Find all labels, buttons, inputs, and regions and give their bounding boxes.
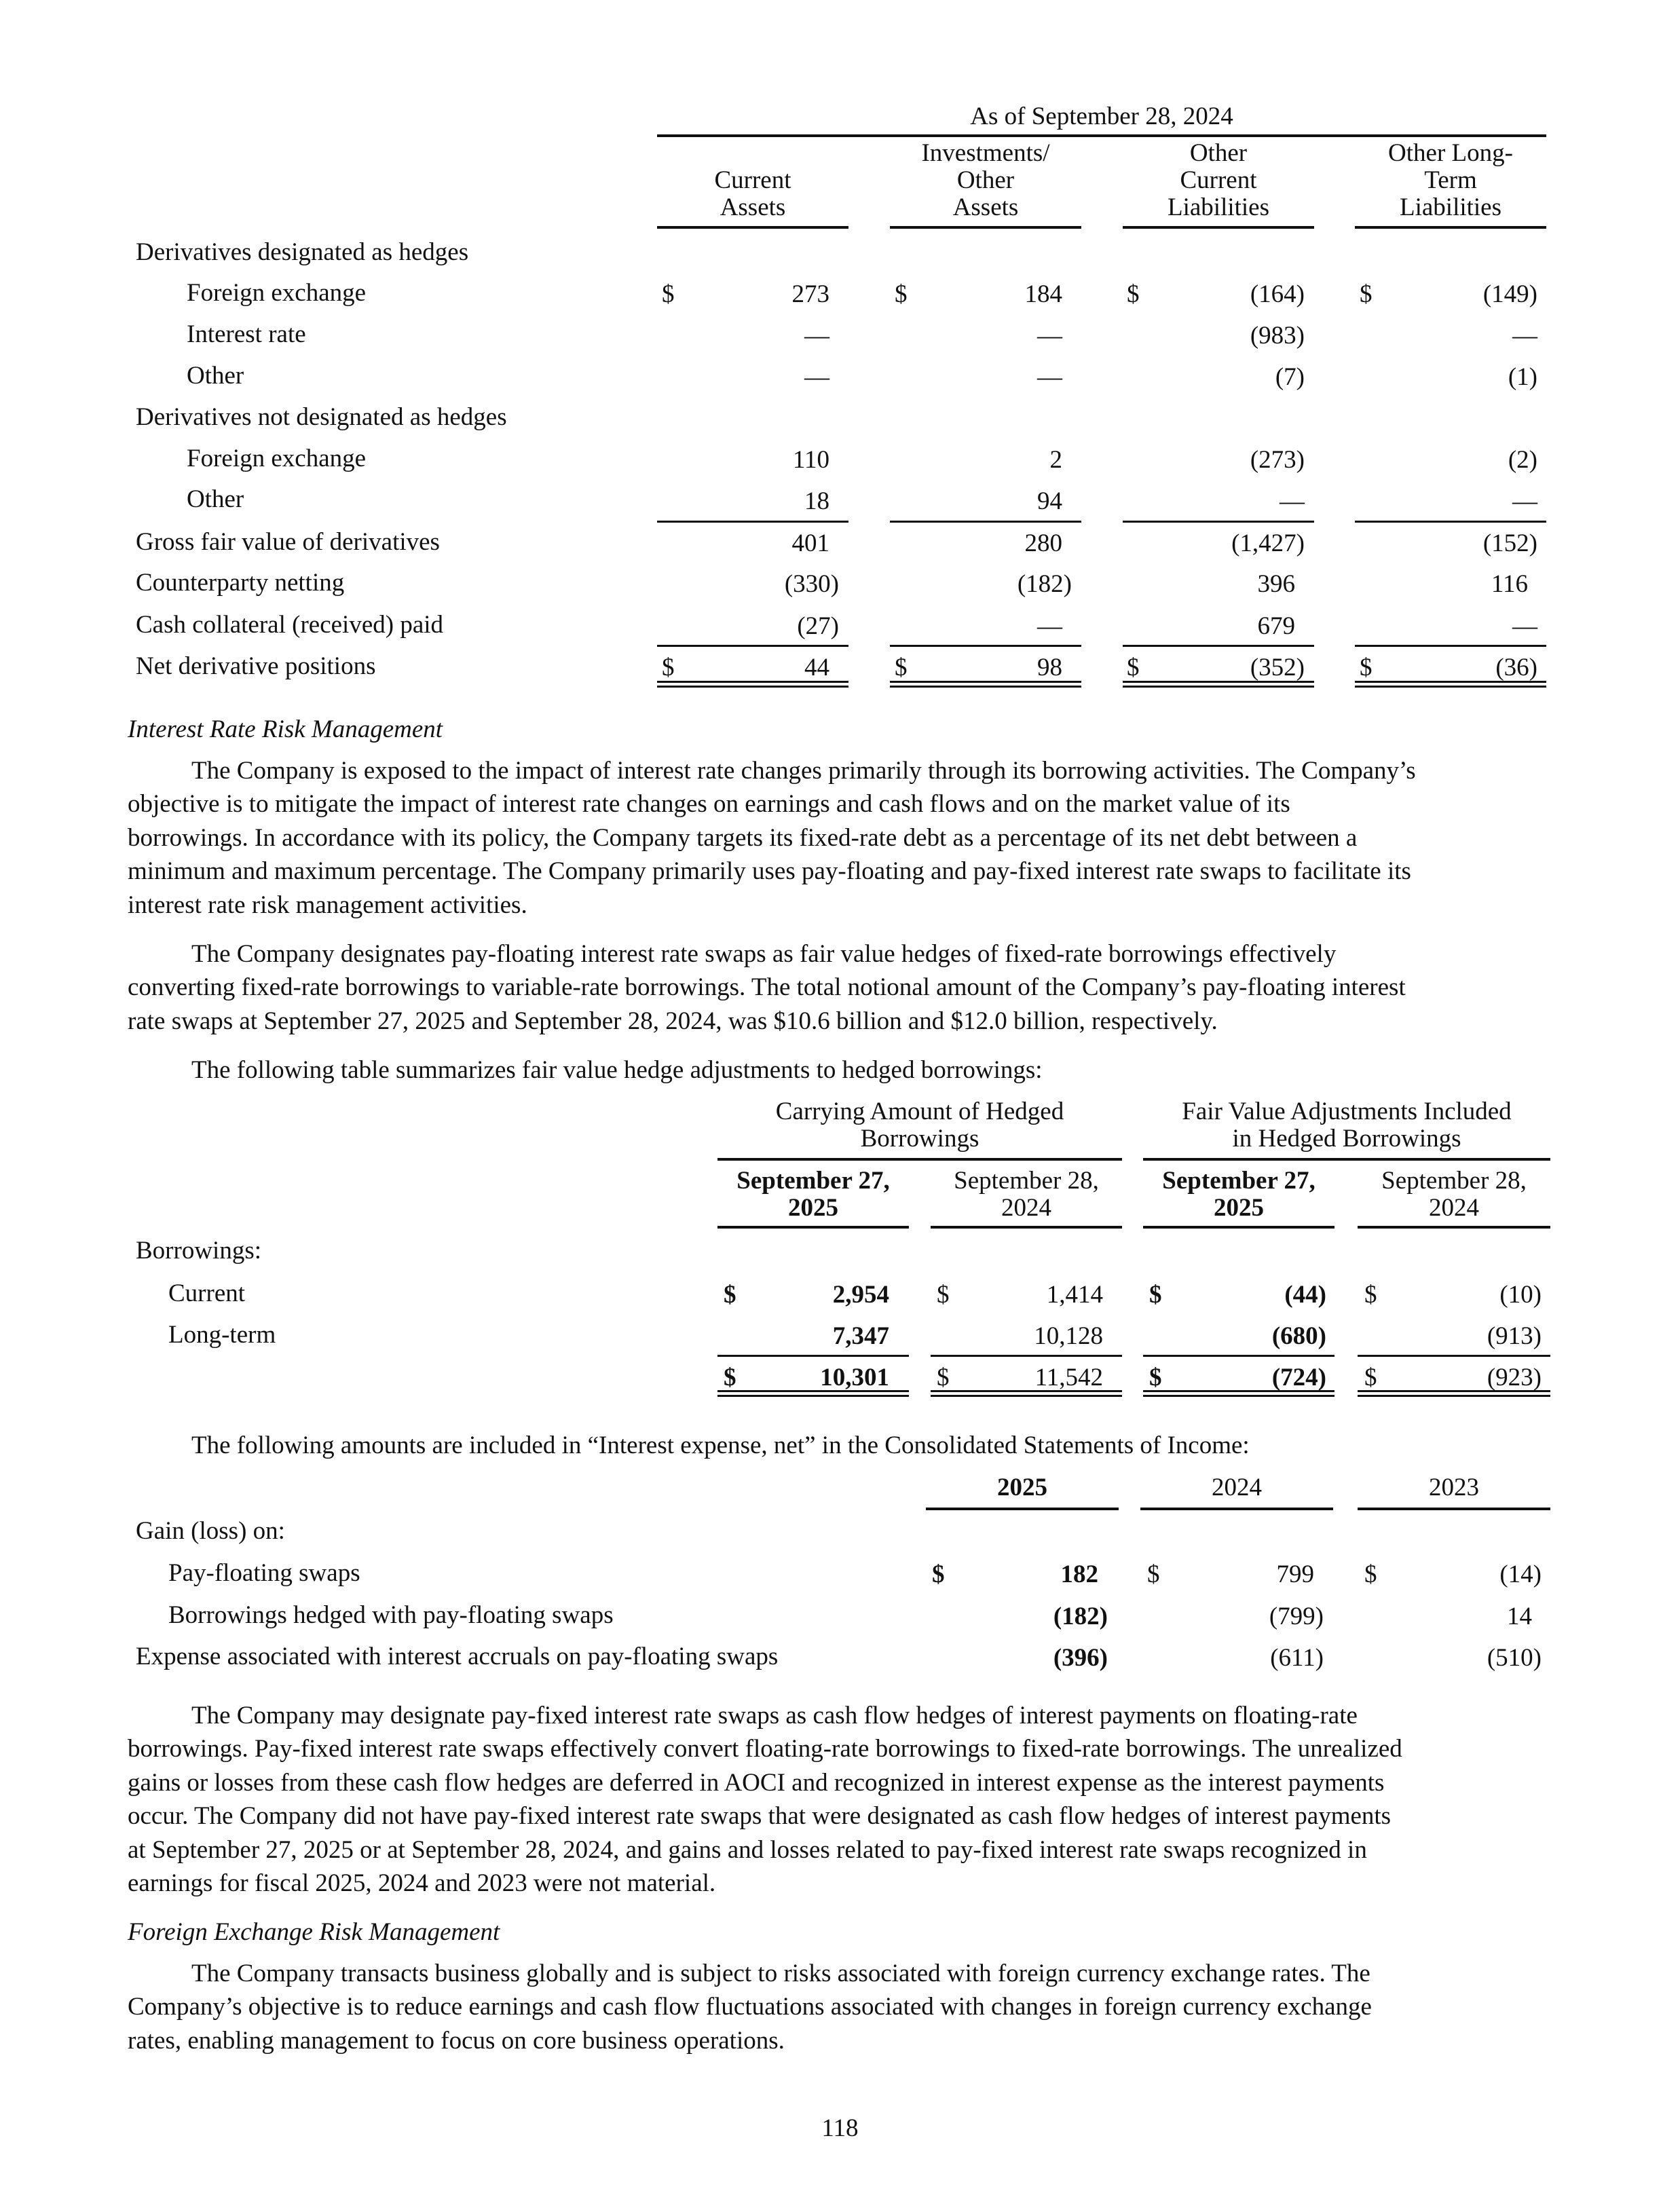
table-cell: (1,427) [1231, 529, 1305, 557]
table-row-label: Expense associated with interest accruals on pay-floating swaps [136, 1643, 779, 1670]
table-cell: (182) [1053, 1603, 1108, 1630]
table2-section-label: Borrowings: [136, 1237, 261, 1265]
dollar-sign: $ [724, 1281, 736, 1309]
table-cell: — [804, 363, 829, 391]
dollar-sign: $ [895, 654, 908, 681]
table1-period-title: As of September 28, 2024 [970, 102, 1233, 130]
table-cell: — [1280, 487, 1305, 515]
table-cell: 10,301 [820, 1364, 889, 1391]
table-cell: (10) [1499, 1281, 1542, 1309]
table1-period-rule [657, 134, 1546, 137]
table-cell: 2 [1049, 446, 1062, 474]
table1-col-other-current-liabilities: Other Current Liabilities [1167, 139, 1270, 221]
table1-col-current-assets: Current Assets [714, 166, 791, 221]
table-row-label: Borrowings hedged with pay-floating swaps [168, 1601, 614, 1629]
table2-col-sep28-2024-fv: September 28, 2024 [1381, 1167, 1527, 1222]
table-row-label: Gross fair value of derivatives [136, 528, 440, 556]
table-cell: (44) [1284, 1281, 1326, 1309]
table-cell: 182 [1060, 1560, 1098, 1588]
table-row-label: Pay-floating swaps [168, 1559, 360, 1587]
table-cell: — [804, 322, 829, 350]
table-cell: (799) [1269, 1603, 1324, 1630]
table-cell: (36) [1495, 654, 1537, 681]
table1-col-investments: Investments/ Other Assets [921, 139, 1050, 221]
table-cell: 280 [1024, 529, 1062, 557]
table3-intro: The following amounts are included in “Interest expense, net” in the Consolidated Statements of Income: [191, 1432, 1250, 1459]
section-title-foreign-exchange: Foreign Exchange Risk Management [128, 1918, 500, 1946]
table-cell: 1,414 [1046, 1281, 1103, 1309]
table-cell: (923) [1487, 1364, 1542, 1391]
table-cell: (1) [1508, 363, 1537, 391]
dollar-sign: $ [1127, 280, 1140, 308]
table-cell: 18 [804, 487, 829, 515]
table-cell: (149) [1482, 280, 1537, 308]
table-row-label: Derivatives not designated as hedges [136, 403, 507, 431]
table-row-label: Current [168, 1279, 246, 1307]
table-cell: (182) [1017, 570, 1072, 598]
dollar-sign: $ [895, 280, 908, 308]
table-cell: (7) [1275, 363, 1305, 391]
table-cell: — [1037, 612, 1062, 640]
table-cell: 2,954 [832, 1281, 889, 1309]
dollar-sign: $ [937, 1281, 950, 1309]
table-cell: (273) [1250, 446, 1305, 474]
table2-col-sep28-2024: September 28, 2024 [954, 1167, 1099, 1222]
dollar-sign: $ [932, 1560, 945, 1588]
table-cell: — [1037, 363, 1062, 391]
dollar-sign: $ [1360, 280, 1373, 308]
page-number: 118 [821, 2114, 859, 2142]
table-cell: (724) [1271, 1364, 1326, 1391]
paragraph-interest-3: The following table summarizes fair value hedge adjustments to hedged borrowings: [191, 1056, 1043, 1084]
table-row-label: Cash collateral (received) paid [136, 611, 444, 639]
table-row-label: Derivatives designated as hedges [136, 238, 469, 266]
table-cell: (330) [784, 570, 839, 598]
table-cell: 401 [791, 529, 829, 557]
table-cell: — [1512, 487, 1537, 515]
table-cell: (152) [1482, 529, 1537, 557]
table-cell: 7,347 [832, 1322, 889, 1350]
table3-col-2024: 2024 [1212, 1474, 1262, 1501]
table-row-label: Foreign exchange [187, 445, 367, 472]
table-cell: (510) [1487, 1644, 1542, 1672]
table-cell: 396 [1257, 570, 1295, 598]
table3-col-2025: 2025 [997, 1474, 1047, 1501]
dollar-sign: $ [1147, 1560, 1160, 1588]
table-row-label: Other [187, 485, 244, 513]
table-cell: 11,542 [1034, 1364, 1103, 1391]
table-cell: (27) [797, 612, 839, 640]
dollar-sign: $ [662, 654, 675, 681]
dollar-sign: $ [662, 280, 675, 308]
dollar-sign: $ [1364, 1364, 1377, 1391]
table-cell: — [1512, 322, 1537, 350]
table1-col-other-long-term-liabilities: Other Long- Term Liabilities [1388, 139, 1513, 221]
dollar-sign: $ [1149, 1281, 1162, 1309]
table-cell: 799 [1276, 1560, 1314, 1588]
table-cell: 98 [1037, 654, 1062, 681]
table3-section-label: Gain (loss) on: [136, 1517, 285, 1545]
table-row-label: Foreign exchange [187, 279, 367, 307]
table3-col-2023: 2023 [1429, 1474, 1479, 1501]
table-cell: 110 [792, 446, 829, 474]
table-row-label: Counterparty netting [136, 569, 345, 597]
table-cell: (611) [1270, 1644, 1324, 1672]
table-cell: 14 [1507, 1603, 1532, 1630]
table-cell: 184 [1024, 280, 1062, 308]
table2-col-sep27-2025: September 27, 2025 [736, 1167, 890, 1222]
table-cell: 10,128 [1034, 1322, 1103, 1350]
table-cell: — [1512, 612, 1537, 640]
table-cell: 44 [804, 654, 829, 681]
dollar-sign: $ [1149, 1364, 1162, 1391]
table-cell: — [1037, 322, 1062, 350]
table-cell: (983) [1250, 322, 1305, 350]
table-cell: 679 [1257, 612, 1295, 640]
table-row-label: Net derivative positions [136, 652, 376, 680]
table-cell: 116 [1491, 570, 1528, 598]
table-cell: 273 [791, 280, 829, 308]
dollar-sign: $ [1364, 1281, 1377, 1309]
table-row-label: Long-term [168, 1321, 276, 1349]
table2-col-sep27-2025-fv: September 27, 2025 [1162, 1167, 1315, 1222]
table-row-label: Other [187, 362, 244, 390]
dollar-sign: $ [724, 1364, 736, 1391]
table-row-label: Interest rate [187, 320, 306, 348]
table-cell: (680) [1271, 1322, 1326, 1350]
dollar-sign: $ [937, 1364, 950, 1391]
dollar-sign: $ [1360, 654, 1373, 681]
table-cell: (2) [1508, 446, 1537, 474]
table-cell: (396) [1053, 1644, 1108, 1672]
table-cell: (14) [1499, 1560, 1542, 1588]
table-cell: (164) [1250, 280, 1305, 308]
table2-group-fair-value: Fair Value Adjustments Included in Hedged Borrowings [1182, 1098, 1512, 1153]
dollar-sign: $ [1127, 654, 1140, 681]
table-cell: (352) [1250, 654, 1305, 681]
table2-group-carrying: Carrying Amount of Hedged Borrowings [775, 1098, 1064, 1153]
dollar-sign: $ [1364, 1560, 1377, 1588]
table-cell: (913) [1487, 1322, 1542, 1350]
table-cell: 94 [1037, 487, 1062, 515]
section-title-interest-rate: Interest Rate Risk Management [128, 715, 443, 743]
